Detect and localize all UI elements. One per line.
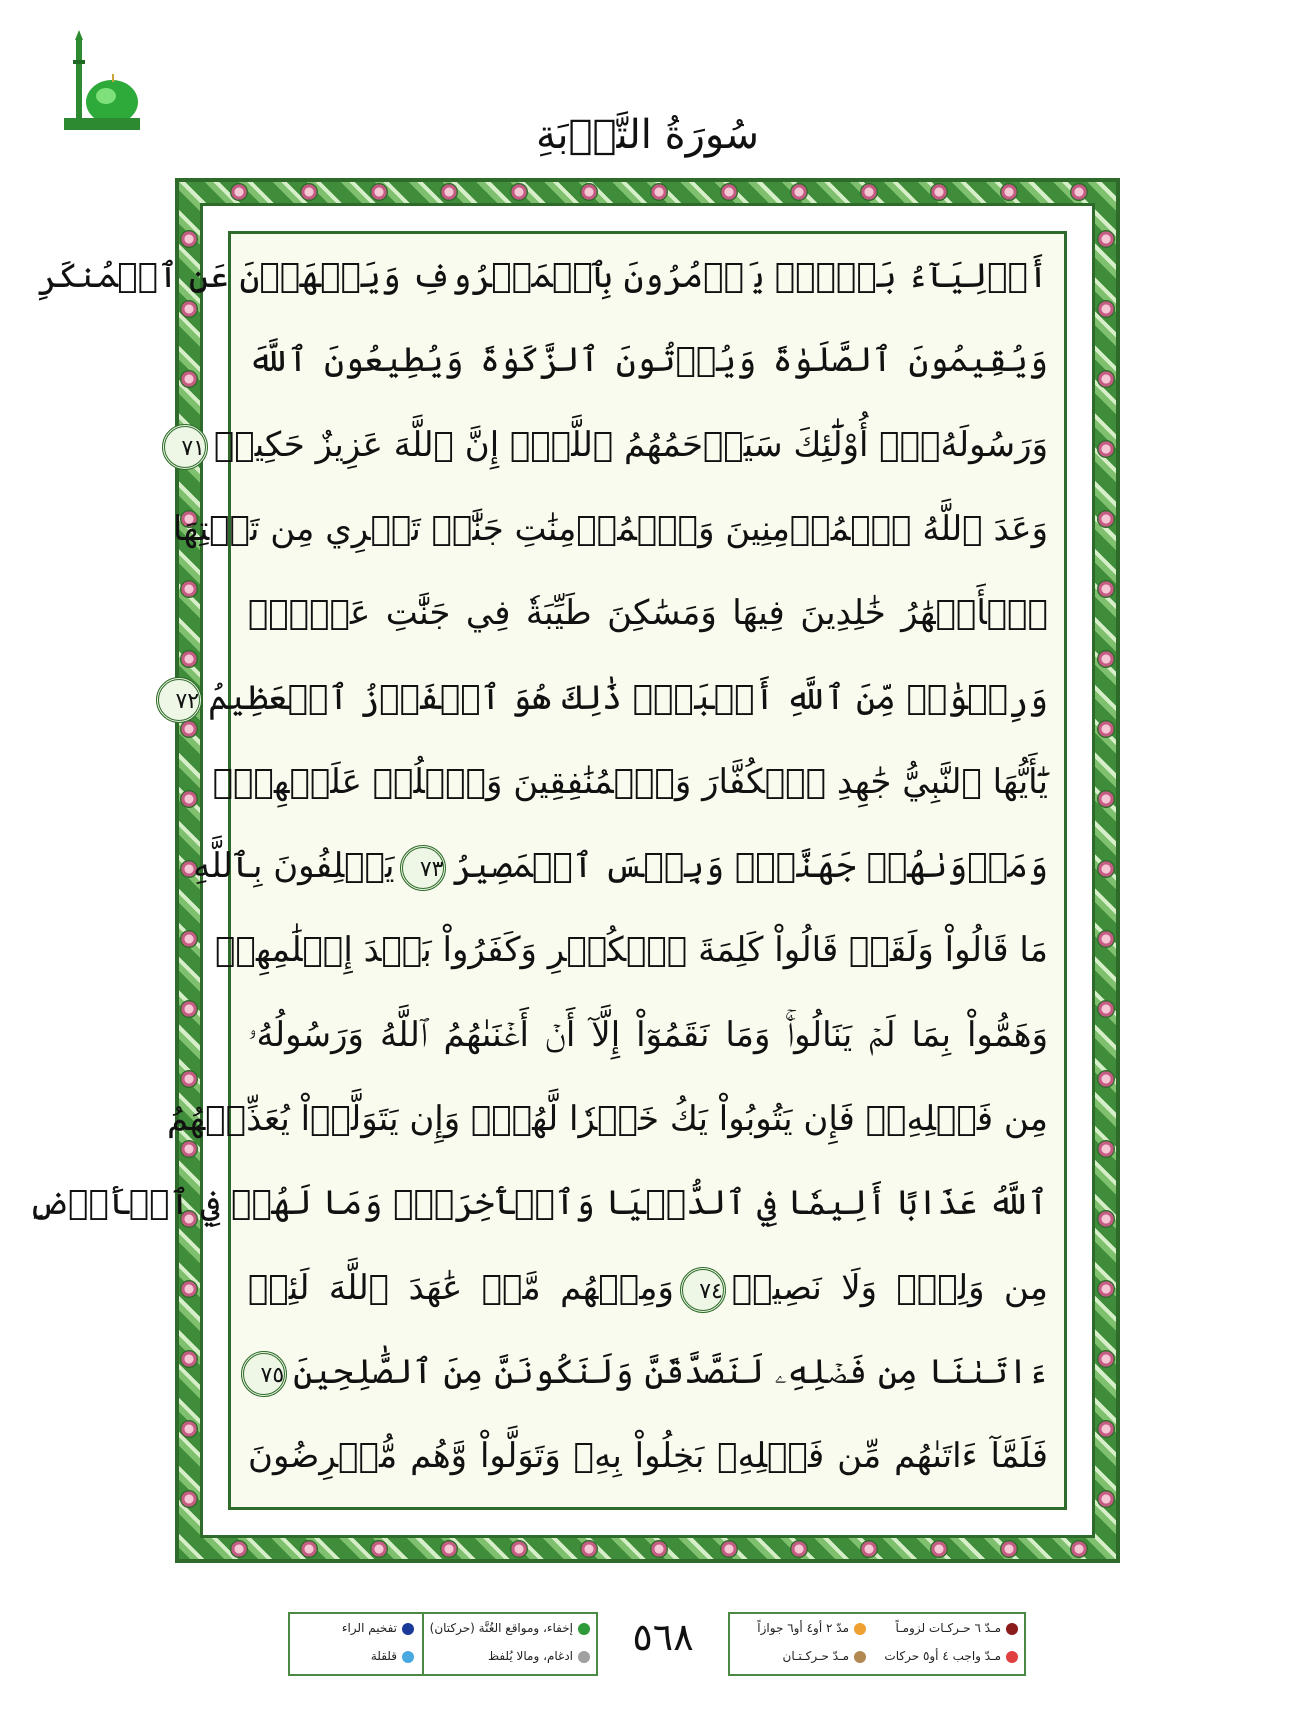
legend-item: إخفاء، ومواقع الغُنَّة (حركتان)	[426, 1614, 596, 1642]
rosette-ornament	[440, 1540, 458, 1558]
rosette-ornament	[1097, 650, 1115, 668]
ayah-number-marker: ٧٣	[400, 845, 446, 891]
rosette-ornament	[1097, 1070, 1115, 1088]
rosette-ornament	[720, 183, 738, 201]
verse-line	[248, 1342, 1048, 1402]
rosette-ornament	[180, 930, 198, 948]
legend-dot	[854, 1623, 866, 1635]
rosette-ornament	[180, 650, 198, 668]
rosette-ornament	[1000, 1540, 1018, 1558]
verse-line	[172, 499, 1048, 559]
rosette-ornament	[1097, 580, 1115, 598]
rosette-ornament	[1097, 930, 1115, 948]
rosette-ornament	[1000, 183, 1018, 201]
verse-text: وَعَدَ ٱللَّهُ ٱلۡمُؤۡمِنِينَ وَٱلۡمُؤۡمِنَٰتِ جَنَّٰتٖ تَجۡرِي مِن تَحۡتِهَا	[172, 508, 1048, 549]
verse-text: وَرَسُولَهُۥٓۚ أُوْلَٰٓئِكَ سَيَرۡحَمُهُمُ ٱللَّهُۗ إِنَّ ٱللَّهَ عَزِيزٌ حَكِيمٞ	[213, 424, 1048, 465]
legend-dot	[1006, 1651, 1018, 1663]
verse-text: وَرِضۡوَٰنٞ مِّنَ ٱللَّهِ أَكۡبَرُۚ ذَٰلِكَ هُوَ ٱلۡفَوۡزُ ٱلۡعَظِيمُ	[208, 677, 1048, 718]
legend-dot	[1006, 1623, 1018, 1635]
rosette-ornament	[1097, 1000, 1115, 1018]
legend-item: مـدّ ٦ حـركـات لزومـاً	[874, 1614, 1024, 1642]
rosette-ornament	[790, 183, 808, 201]
verse-text: يَحۡلِفُونَ بِٱللَّهِ	[193, 846, 395, 887]
legend-item: مـدّ حـركـتـان	[730, 1642, 872, 1670]
rosette-ornament	[720, 1540, 738, 1558]
rosette-ornament	[300, 1540, 318, 1558]
verse-line	[248, 330, 1048, 390]
legend-item: مـدّ واجب ٤ أو٥ حركات	[874, 1642, 1024, 1670]
ayah-number-marker: ٧٤	[680, 1267, 726, 1313]
verse-text: وَمَأۡوَىٰهُمۡ جَهَنَّمُۖ وَبِئۡسَ ٱلۡمَصِيرُ	[452, 846, 1048, 887]
legend-item: مدّ ٢ أو٤ أو٦ جوازاً	[730, 1614, 872, 1642]
rosette-ornament	[230, 183, 248, 201]
rosette-ornament	[1097, 1350, 1115, 1368]
verse-line	[215, 920, 1048, 980]
rosette-ornament	[370, 1540, 388, 1558]
verse-line	[248, 583, 1048, 643]
verse-line	[175, 668, 1048, 728]
rosette-ornament	[230, 1540, 248, 1558]
legend-column	[730, 1614, 872, 1674]
verse-line	[193, 836, 1048, 896]
rosette-ornament	[180, 1490, 198, 1508]
verse-text: ءَاتَىٰنَا مِن فَضۡلِهِۦ لَنَصَّدَّقَنَّ وَلَنَكُونَنَّ مِنَ ٱلصَّٰلِحِينَ	[293, 1351, 1048, 1392]
rosette-ornament	[180, 790, 198, 808]
legend-dot	[402, 1651, 414, 1663]
verse-line	[248, 1258, 1048, 1318]
rosette-ornament	[1097, 1420, 1115, 1438]
verse-line	[37, 246, 1048, 306]
verse-line	[167, 1089, 1048, 1149]
tajweed-legend-right	[728, 1612, 1026, 1676]
rosette-ornament	[1097, 510, 1115, 528]
rosette-ornament	[1097, 720, 1115, 738]
ayah-number-marker: ٧٢	[156, 677, 202, 723]
rosette-ornament	[440, 183, 458, 201]
verse-text: مَا قَالُواْ وَلَقَدۡ قَالُواْ كَلِمَةَ ٱلۡكُفۡرِ وَكَفَرُواْ بَعۡدَ إِسۡلَٰمِهِمۡ	[215, 930, 1048, 971]
rosette-ornament	[1097, 1280, 1115, 1298]
rosette-ornament	[510, 1540, 528, 1558]
rosette-ornament	[1097, 1490, 1115, 1508]
verse-line	[212, 752, 1048, 812]
rosette-ornament	[510, 183, 528, 201]
rosette-ornament	[1097, 300, 1115, 318]
rosette-ornament	[860, 1540, 878, 1558]
rosette-ornament	[860, 183, 878, 201]
page-number: ٥٦٨	[632, 1615, 694, 1659]
surah-title: سُورَةُ التَّوۡبَةِ	[535, 112, 760, 158]
verse-text: وَهَمُّواْ بِمَا لَمۡ يَنَالُواْۚ وَمَا نَقَمُوٓاْ إِلَّآ أَنۡ أَغۡنَىٰهُمُ ٱللَّهُ وَرَسُولُهُۥ	[248, 1014, 1048, 1055]
verse-text: يَٰٓأَيُّهَا ٱلنَّبِيُّ جَٰهِدِ ٱلۡكُفَّارَ وَٱلۡمُنَٰفِقِينَ وَٱغۡلُظۡ عَلَيۡهِمۡۚ	[212, 761, 1048, 802]
rosette-ornament	[180, 1420, 198, 1438]
rosette-ornament	[1070, 1540, 1088, 1558]
legend-item: تفخيم الراء	[292, 1614, 420, 1642]
legend-dot	[578, 1623, 590, 1635]
rosette-ornament	[180, 1000, 198, 1018]
verse-text: مِن فَضۡلِهِۦۚ فَإِن يَتُوبُواْ يَكُ خَيۡرٗا لَّهُمۡۖ وَإِن يَتَوَلَّوۡاْ يُعَذِّبۡهُمُ	[167, 1099, 1048, 1139]
verse-text: وَمِنۡهُم مَّنۡ عَٰهَدَ ٱللَّهَ لَئِنۡ	[248, 1267, 674, 1308]
verse-line	[248, 1426, 1048, 1486]
legend-column	[874, 1614, 1024, 1674]
rosette-ornament	[180, 580, 198, 598]
rosette-ornament	[1097, 230, 1115, 248]
rosette-ornament	[1097, 790, 1115, 808]
rosette-ornament	[180, 1350, 198, 1368]
verse-line	[28, 1173, 1048, 1233]
rosette-ornament	[930, 183, 948, 201]
verse-text: ٱلۡأَنۡهَٰرُ خَٰلِدِينَ فِيهَا وَمَسَٰكِنَ طَيِّبَةٗ فِي جَنَّٰتِ عَدۡنٖۚ	[248, 593, 1048, 634]
rosette-ornament	[180, 1070, 198, 1088]
verse-area	[28, 238, 1049, 1503]
verse-line	[181, 415, 1048, 475]
rosette-ornament	[1097, 1140, 1115, 1158]
rosette-ornament	[1097, 440, 1115, 458]
verse-text: وَيُقِيمُونَ ٱلصَّلَوٰةَ وَيُؤۡتُونَ ٱلزَّكَوٰةَ وَيُطِيعُونَ ٱللَّهَ	[248, 340, 1048, 381]
rosette-ornament	[370, 183, 388, 201]
verse-text: ٱللَّهُ عَذَابًا أَلِيمٗا فِي ٱلدُّنۡيَا وَٱلۡأٓخِرَةِۚ وَمَا لَهُمۡ فِي ٱلۡأَرۡضِ	[28, 1183, 1048, 1224]
verse-line	[248, 1005, 1048, 1065]
verse-text: مِن وَلِيّٖ وَلَا نَصِيرٖ	[731, 1267, 1049, 1308]
legend-column	[426, 1614, 596, 1674]
rosette-ornament	[1097, 860, 1115, 878]
legend-column	[292, 1614, 420, 1674]
rosette-ornament	[180, 370, 198, 388]
rosette-ornament	[790, 1540, 808, 1558]
rosette-ornament	[1070, 183, 1088, 201]
rosette-ornament	[300, 183, 318, 201]
rosette-ornament	[1097, 370, 1115, 388]
ayah-number-marker: ٧٥	[241, 1351, 287, 1397]
legend-dot	[402, 1623, 414, 1635]
legend-dot	[578, 1651, 590, 1663]
legend-dot	[854, 1651, 866, 1663]
rosette-ornament	[580, 183, 598, 201]
rosette-ornament	[930, 1540, 948, 1558]
rosette-ornament	[180, 1280, 198, 1298]
legend-item: قلقلة	[292, 1642, 420, 1670]
verse-text: فَلَمَّآ ءَاتَىٰهُم مِّن فَضۡلِهِۦ بَخِلُواْ بِهِۦ وَتَوَلَّواْ وَّهُم مُّعۡرِضُونَ	[248, 1436, 1048, 1477]
ayah-number-marker: ٧١	[162, 424, 208, 470]
rosette-ornament	[1097, 1210, 1115, 1228]
tajweed-legend-left	[288, 1612, 598, 1676]
rosette-ornament	[580, 1540, 598, 1558]
legend-item: ادغام، ومالا يُلفظ	[426, 1642, 596, 1670]
verse-text: أَوۡلِيَآءُ بَعۡضٖۚ يَأۡمُرُونَ بِٱلۡمَعۡرُوفِ وَيَنۡهَوۡنَ عَنِ ٱلۡمُنكَرِ	[37, 256, 1048, 296]
rosette-ornament	[650, 1540, 668, 1558]
rosette-ornament	[650, 183, 668, 201]
